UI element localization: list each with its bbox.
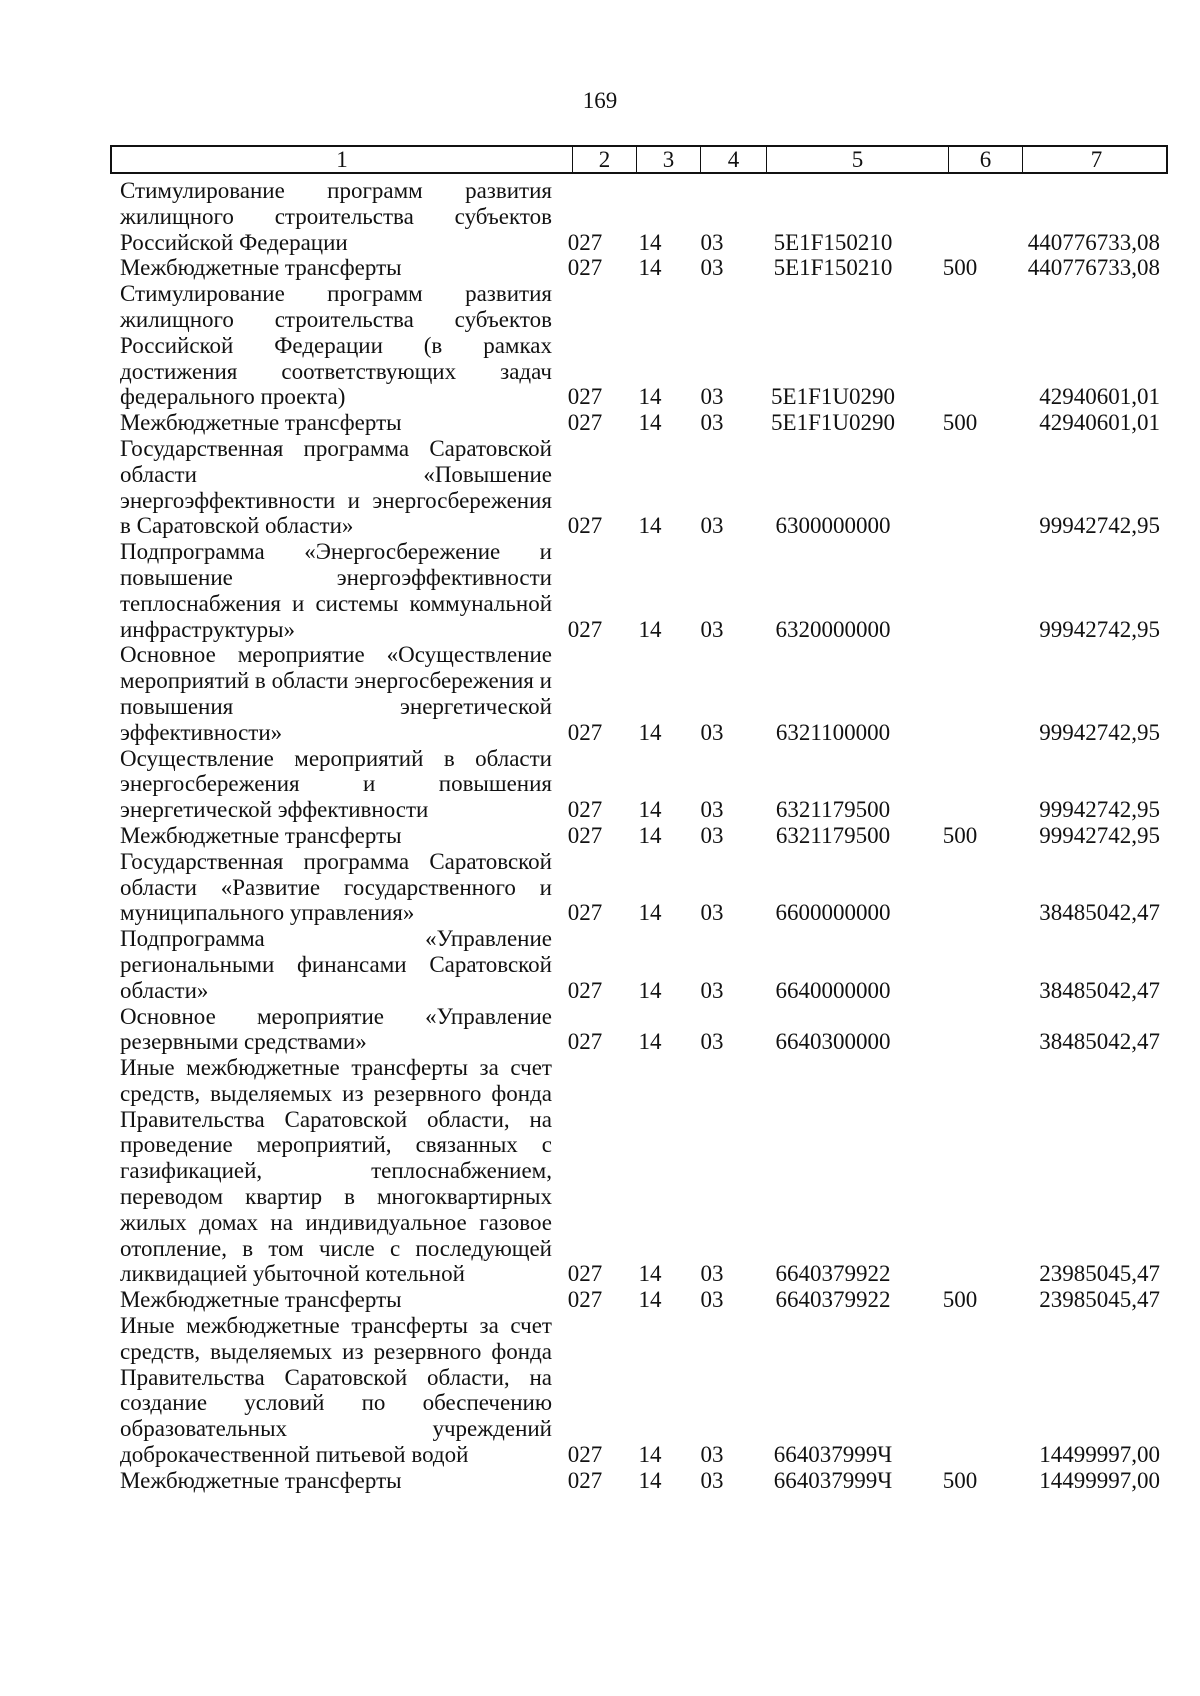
header-col-2: 2 [572, 147, 636, 172]
row-col-4: 03 [700, 977, 724, 1003]
table-header [110, 145, 1168, 174]
row-col-2: 027 [567, 1029, 603, 1055]
table-row [110, 823, 1168, 849]
table-row [110, 1468, 1168, 1494]
row-col-5: 6600000000 [775, 900, 891, 926]
row-col-2: 027 [567, 1287, 603, 1313]
row-col-2: 027 [567, 410, 603, 436]
row-col-5: 6300000000 [775, 513, 891, 539]
row-col-5: 6640379922 [775, 1261, 891, 1287]
row-col-5: 5E1F150210 [773, 229, 893, 255]
row-amount: 38485042,47 [1039, 900, 1160, 926]
table-row [110, 926, 1168, 1003]
row-col-2: 027 [567, 229, 603, 255]
row-col-2: 027 [567, 797, 603, 823]
row-col-6: 500 [942, 410, 978, 436]
row-col-2: 027 [567, 1467, 603, 1493]
row-col-3: 14 [638, 1029, 662, 1055]
row-amount: 42940601,01 [1039, 410, 1160, 436]
row-col-4: 03 [700, 822, 724, 848]
row-col-4: 03 [700, 410, 724, 436]
row-col-3: 14 [638, 1442, 662, 1468]
table-row [110, 436, 1168, 539]
row-col-2: 027 [567, 719, 603, 745]
row-col-5: 6640379922 [775, 1287, 891, 1313]
row-col-3: 14 [638, 1287, 662, 1313]
table-row [110, 539, 1168, 642]
header-col-4: 4 [700, 147, 766, 172]
row-col-4: 03 [700, 1442, 724, 1468]
row-col-4: 03 [700, 797, 724, 823]
row-name: Основное мероприятие «Управление резервными средствами» [120, 1003, 552, 1055]
row-col-4: 03 [700, 513, 724, 539]
row-col-3: 14 [638, 1467, 662, 1493]
table-row [110, 281, 1168, 410]
row-col-3: 14 [638, 797, 662, 823]
table-row [110, 1004, 1168, 1056]
row-col-5: 5E1F1U0290 [771, 384, 895, 410]
row-name: Основное мероприятие «Осуществление мероприятий в области энергосбережения и повышения энергетической эффективности» [120, 642, 552, 745]
row-col-3: 14 [638, 384, 662, 410]
row-col-2: 027 [567, 616, 603, 642]
row-col-4: 03 [700, 384, 724, 410]
header-col-1: 1 [336, 147, 348, 172]
row-col-4: 03 [700, 229, 724, 255]
row-name: Иные межбюджетные трансферты за счет средств, выделяемых из резервного фонда Правительства Саратовской области, на создание условий по обеспечению образовательных учреждений доброкачественной питьевой водой [120, 1313, 552, 1468]
row-col-2: 027 [567, 1261, 603, 1287]
row-col-2: 027 [567, 255, 603, 281]
row-name: Межбюджетные трансферты [120, 822, 402, 848]
row-col-4: 03 [700, 900, 724, 926]
row-col-5: 5E1F1U0290 [771, 410, 895, 436]
row-col-2: 027 [567, 1442, 603, 1468]
row-name: Иные межбюджетные трансферты за счет средств, выделяемых из резервного фонда Правительства Саратовской области, на проведение мероприятий, связанных с газификацией, теплоснабжением, переводом квартир в многоквартирных жилых домах на индивидуальное газовое отопление, в том числе с последующей ликвидацией убыточной котельной [120, 1055, 552, 1287]
row-col-5: 6321179500 [775, 822, 891, 848]
row-col-4: 03 [700, 1287, 724, 1313]
table-row [110, 1313, 1168, 1468]
row-col-5: 664037999Ч [773, 1442, 893, 1468]
row-col-4: 03 [700, 1467, 724, 1493]
row-col-3: 14 [638, 719, 662, 745]
row-col-3: 14 [638, 513, 662, 539]
row-name: Стимулирование программ развития жилищного строительства субъектов Российской Федерации (в рамках достижения соответствующих задач федерального проекта) [120, 281, 552, 410]
row-name: Государственная программа Саратовской области «Развитие государственного и муниципального управления» [120, 848, 552, 926]
row-name: Государственная программа Саратовской области «Повышение энергоэффективности и энергосбережения в Саратовской области» [120, 435, 552, 539]
row-amount: 14499997,00 [1039, 1442, 1160, 1468]
row-amount: 99942742,95 [1039, 719, 1160, 745]
row-amount: 99942742,95 [1039, 822, 1160, 848]
row-amount: 23985045,47 [1039, 1261, 1160, 1287]
row-name: Межбюджетные трансферты [120, 410, 402, 436]
row-col-3: 14 [638, 822, 662, 848]
table-row [110, 642, 1168, 745]
row-col-2: 027 [567, 977, 603, 1003]
row-col-2: 027 [567, 513, 603, 539]
row-amount: 440776733,08 [1027, 229, 1160, 255]
row-col-6: 500 [942, 255, 978, 281]
row-name: Осуществление мероприятий в области энергосбережения и повышения энергетической эффективности [120, 745, 552, 823]
page-number: 169 [582, 88, 618, 113]
table-row [110, 178, 1168, 255]
row-col-3: 14 [638, 977, 662, 1003]
row-name: Межбюджетные трансферты [120, 1287, 402, 1313]
table-row [110, 255, 1168, 281]
header-col-6: 6 [948, 147, 1022, 172]
row-col-3: 14 [638, 229, 662, 255]
row-col-5: 6321100000 [775, 719, 891, 745]
row-col-4: 03 [700, 1261, 724, 1287]
table-row [110, 410, 1168, 436]
row-col-4: 03 [700, 255, 724, 281]
table-row [110, 1055, 1168, 1287]
row-col-2: 027 [567, 384, 603, 410]
row-col-3: 14 [638, 1261, 662, 1287]
table-body [110, 178, 1168, 1494]
row-col-5: 6320000000 [775, 616, 891, 642]
row-amount: 23985045,47 [1039, 1287, 1160, 1313]
row-name: Межбюджетные трансферты [120, 1467, 402, 1493]
row-col-3: 14 [638, 900, 662, 926]
row-col-2: 027 [567, 822, 603, 848]
table-row [110, 746, 1168, 823]
row-col-4: 03 [700, 1029, 724, 1055]
row-col-5: 6321179500 [775, 797, 891, 823]
row-name: Подпрограмма «Энергосбережение и повышение энергоэффективности теплоснабжения и системы коммунальной инфраструктуры» [120, 539, 552, 642]
row-col-3: 14 [638, 410, 662, 436]
row-col-5: 6640000000 [775, 977, 891, 1003]
header-col-7: 7 [1022, 147, 1170, 172]
row-col-4: 03 [700, 719, 724, 745]
row-amount: 99942742,95 [1039, 513, 1160, 539]
row-col-3: 14 [638, 616, 662, 642]
row-amount: 99942742,95 [1039, 616, 1160, 642]
row-col-2: 027 [567, 900, 603, 926]
header-col-3: 3 [636, 147, 700, 172]
table-row [110, 1287, 1168, 1313]
row-amount: 440776733,08 [1027, 255, 1160, 281]
row-col-5: 5E1F150210 [773, 255, 893, 281]
row-amount: 38485042,47 [1039, 977, 1160, 1003]
row-name: Стимулирование программ развития жилищного строительства субъектов Российской Федерации [120, 178, 552, 255]
row-col-6: 500 [942, 822, 978, 848]
row-col-5: 6640300000 [775, 1029, 891, 1055]
row-amount: 38485042,47 [1039, 1029, 1160, 1055]
row-name: Подпрограмма «Управление региональными финансами Саратовской области» [120, 926, 552, 1003]
row-col-5: 664037999Ч [773, 1467, 893, 1493]
header-col-5: 5 [766, 147, 948, 172]
row-col-6: 500 [942, 1467, 978, 1493]
row-col-3: 14 [638, 255, 662, 281]
row-name: Межбюджетные трансферты [120, 255, 402, 281]
row-col-4: 03 [700, 616, 724, 642]
row-amount: 14499997,00 [1039, 1467, 1160, 1493]
row-amount: 42940601,01 [1039, 384, 1160, 410]
row-col-6: 500 [942, 1287, 978, 1313]
table-row [110, 849, 1168, 926]
row-amount: 99942742,95 [1039, 797, 1160, 823]
